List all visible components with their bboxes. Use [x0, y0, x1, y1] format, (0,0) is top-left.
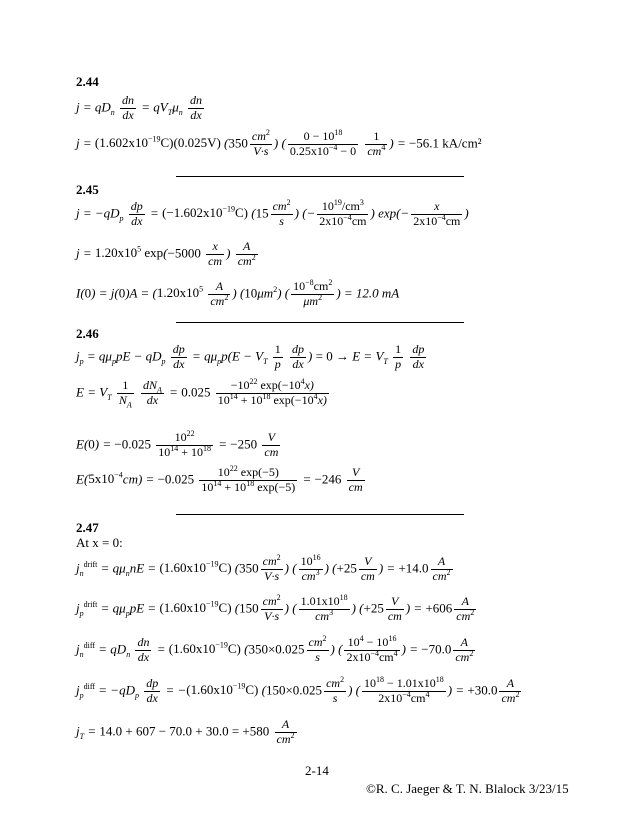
- problem-2-45-eq2: $j = 1.20x10^5$ exp(−5000 $\frac{x}{cm}$ ) $\frac{A}{cm^2}$: [76, 239, 256, 268]
- problem-2-44-result: −56.1 kA/cm²: [408, 135, 482, 151]
- divider-rule: [176, 514, 464, 515]
- problem-2-45-result: 12.0 mA: [355, 285, 400, 301]
- divider-rule: [176, 176, 464, 177]
- problem-2-45-heading: 2.45: [76, 182, 99, 197]
- problem-2-47-eq1: $j_n^{drift} = q\mu_nnE = (1.60x10^{-19}C)$ (350 $\frac{cm^2}{V\cdot s}$ ) ( $\frac{10^{16}}{cm^3}$ ) (+25 $\frac{V}{cm}$ ) = +14.0 $\frac{A}{cm^2}$: [76, 553, 451, 583]
- problem-2-46-eq2: $E = V_T$ $\frac{1}{N_A}$ $\frac{dN_A}{dx}$ = 0.025 $\frac{-10^{22} \exp(-10^4x)}{10^{14} + 10^{18} \exp(-10^4x)}$: [76, 377, 327, 410]
- problem-2-44-heading: 2.44: [76, 74, 99, 89]
- divider-rule: [176, 322, 464, 323]
- problem-2-47-heading: 2.47: [76, 520, 99, 535]
- problem-2-47-eq5: $j_T = 14.0 + 607 - 70.0 + 30.0 = +580$ $\frac{A}{cm^2}$: [76, 717, 295, 746]
- problem-2-45-eq1: $j = -qD_p$ $\frac{dp}{dx}$ = $(-1.602x10^{-19}C)$ (15 $\frac{cm^2}{s}$ ) (− $\frac{10^{19}/cm^3}{2x10^{-4}cm}$ ) exp(− $\frac{x}{2x10^{-4}cm}$ ): [76, 198, 469, 228]
- problem-2-46-heading: 2.46: [76, 326, 99, 341]
- problem-2-46-eq1: $j_p = q\mu_ppE - qD_p$ $\frac{dp}{dx}$ = $q\mu_pp(E - V_T$ $\frac{1}{p}$ $\frac{dp}{dx}$ ) = $0 \to E = V_T$ $\frac{1}{p}$ $\frac{dp}{dx}$: [76, 342, 425, 371]
- problem-2-44-eq1: $j = qD_n$ $\frac{dn}{dx}$ = $qV_T\mu_n$ $\frac{dn}{dx}$: [76, 93, 202, 122]
- problem-2-45-eq3: $I(0) = j(0)A = (1.20x10^5$ $\frac{A}{cm^2}$ ) $(10\mu m^2)$ ( $\frac{10^{-8}cm^2}{\mu m^2}$ ) = 12.0 mA: [76, 278, 400, 308]
- problem-2-47-eq4: $j_p^{diff} = -qD_p$ $\frac{dp}{dx}$ = $-(1.60x10^{-19}C)$ (150×0.025 $\frac{cm^2}{s}$ ) ( $\frac{10^{18} - 1.01x10^{18}}{2x10^{-4}cm^4}$ ) = +30.0 $\frac{A}{cm^2}$: [76, 675, 520, 705]
- copyright-credit: ©R. C. Jaeger & T. N. Blalock 3/23/15: [366, 781, 569, 796]
- problem-2-44-eq2: $j = (1.602x10^{-19}C)(0.025V)$ (350 $\frac{cm^2}{V\cdot s}$ ) ( $\frac{0 - 10^{18}}{0.25x10^{-4} - 0}$ $\frac{1}{cm^4}$ ) = −56.1 kA/cm²: [76, 128, 482, 158]
- problem-2-47-eq2: $j_p^{drift} = q\mu_ppE = (1.60x10^{-19}C)$ (150 $\frac{cm^2}{V\cdot s}$ ) ( $\frac{1.01x10^{18}}{cm^3}$ ) (+25 $\frac{V}{cm}$ ) = +606 $\frac{A}{cm^2}$: [76, 593, 475, 623]
- problem-2-47-intro: At x = 0:: [76, 535, 123, 550]
- problem-2-46-eq3: E(0) = −0.025 $\frac{10^{22}}{10^{14} + 10^{18}}$ = −250 $\frac{V}{cm}$: [76, 429, 279, 459]
- page-number: 2-14: [305, 763, 329, 778]
- problem-2-46-eq4: $E(5x10^{-4}cm) = -0.025$ $\frac{10^{22} \exp(-5)}{10^{14} + 10^{18} \exp(-5)}$ = −246 $\frac{V}{cm}$: [76, 464, 363, 494]
- problem-2-47-eq3: $j_n^{diff} = qD_n$ $\frac{dn}{dx}$ = $(1.60x10^{-19}C)$ (350×0.025 $\frac{cm^2}{s}$ ) ( $\frac{10^4 - 10^{16}}{2x10^{-4}cm^4}$ ) = −70.0 $\frac{A}{cm^2}$: [76, 634, 474, 664]
